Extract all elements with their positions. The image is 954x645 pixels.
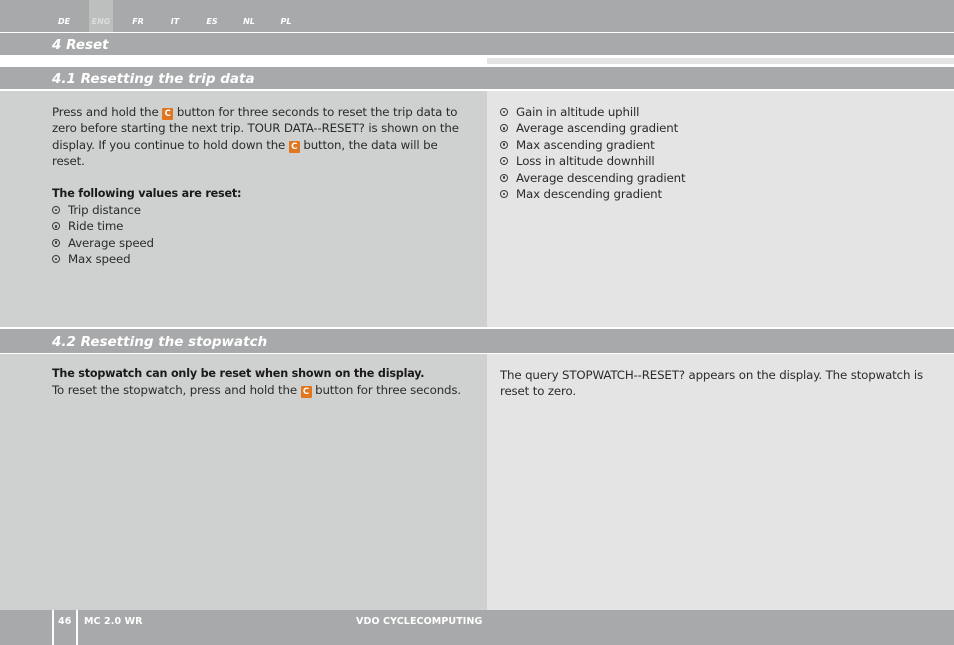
bullet-icon: [52, 222, 60, 230]
page-footer: [0, 610, 954, 645]
stopwatch-left-panel: [0, 354, 487, 610]
section-title-stopwatch: 4.2 Resetting the stopwatch: [0, 328, 954, 354]
list-item: Max ascending gradient: [500, 137, 920, 153]
stopwatch-instruction: [52, 382, 482, 398]
list-item: Average speed: [52, 235, 452, 251]
list-item: Average ascending gradient: [500, 120, 920, 136]
footer-divider: [76, 610, 78, 645]
bullet-icon: [52, 239, 60, 247]
list-item: Max descending gradient: [500, 186, 920, 202]
lang-tab-de[interactable]: DE: [57, 17, 71, 26]
list-item: Ride time: [52, 218, 452, 234]
bullet-icon: [500, 141, 508, 149]
bullet-icon: [52, 255, 60, 263]
chapter-title: 4 Reset: [0, 32, 954, 56]
lang-tab-pl[interactable]: PL: [280, 17, 292, 26]
lang-tab-fr[interactable]: FR: [132, 17, 144, 26]
footer-brand: VDO CYCLECOMPUTING: [356, 616, 483, 627]
stopwatch-right-panel: [487, 354, 954, 610]
footer-divider: [52, 610, 54, 645]
intro-text-a: Press and hold the: [52, 105, 163, 119]
instr-text-a: To reset the stopwatch, press and hold the: [52, 383, 301, 397]
bullet-icon: [52, 206, 60, 214]
trip-data-intro: [52, 104, 464, 170]
bullet-icon: [500, 190, 508, 198]
bullet-icon: [500, 124, 508, 132]
c-button-key-icon: C: [289, 141, 300, 153]
c-button-key-icon: C: [162, 108, 173, 120]
c-button-key-icon: C: [301, 386, 312, 398]
reset-values-heading: The following values are reset:: [52, 187, 242, 200]
language-bar: [0, 0, 954, 32]
bullet-icon: [500, 108, 508, 116]
footer-model: MC 2.0 WR: [84, 616, 143, 627]
page-number: 46: [58, 616, 72, 627]
trip-data-left-panel: [0, 91, 487, 327]
divider-strip: [487, 58, 954, 64]
lang-tab-it[interactable]: IT: [170, 17, 180, 26]
lang-tab-es[interactable]: ES: [206, 17, 218, 26]
lang-tab-nl[interactable]: NL: [243, 17, 255, 26]
stopwatch-note: The stopwatch can only be reset when shown on the display.: [52, 367, 425, 380]
divider-strip: [0, 58, 487, 64]
trip-data-right-panel: [487, 91, 954, 327]
list-item: Average descending gradient: [500, 170, 920, 186]
section-title-trip-data: 4.1 Resetting the trip data: [0, 66, 954, 90]
list-item: Max speed: [52, 251, 452, 267]
reset-values-list-left: [52, 202, 452, 268]
list-item: Loss in altitude downhill: [500, 153, 920, 169]
intro-text-b: button for three seconds to reset the trip data to zero before starting the next trip. TOUR DATA--RESET? is shown on the display. If you continue to hold down the: [52, 105, 459, 152]
bullet-icon: [500, 157, 508, 165]
lang-tab-eng[interactable]: ENG: [89, 0, 113, 32]
list-item: Gain in altitude uphill: [500, 104, 920, 120]
intro-text-c: button, the data will be reset.: [52, 137, 438, 169]
list-item: Trip distance: [52, 202, 452, 218]
bullet-icon: [500, 174, 508, 182]
reset-values-list-right: [500, 104, 920, 202]
instr-text-b: button for three seconds.: [311, 383, 461, 397]
stopwatch-reset-info: The query STOPWATCH--RESET? appears on the display. The stopwatch is reset to zero.: [500, 368, 924, 399]
